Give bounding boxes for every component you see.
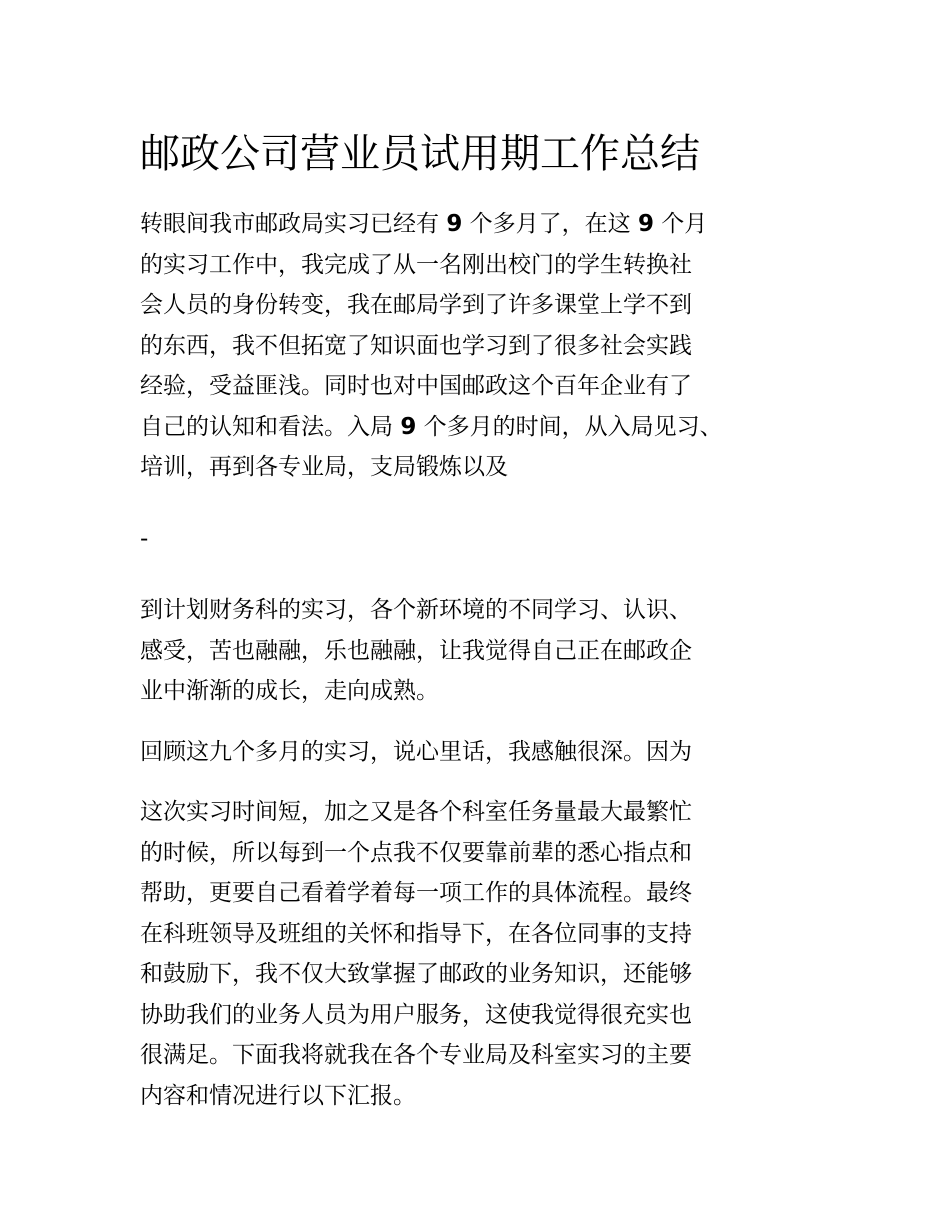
- paragraph-1: [140, 204, 820, 488]
- paragraph-line: 很满足。下面我将就我在各个专业局及科室实习的主要: [140, 1042, 692, 1068]
- document-page: [140, 126, 820, 1116]
- document-title: 邮政公司营业员试用期工作总结: [140, 131, 700, 177]
- page-separator: [140, 519, 820, 560]
- paragraph-line: 感受，苦也融融，乐也融融，让我觉得自己正在邮政企: [140, 637, 692, 664]
- paragraph-4: [140, 792, 820, 1116]
- paragraph-line: 协助我们的业务人员为用户服务，这使我觉得很充实也: [140, 1001, 692, 1028]
- paragraph-line: 在科班领导及班组的关怀和指导下，在各位同事的支持: [140, 920, 692, 947]
- paragraph-line: 会人员的身份转变，我在邮局学到了许多课堂上学不到: [140, 292, 692, 318]
- paragraph-line: 的实习工作中，我完成了从一名刚出校门的学生转换社: [140, 251, 692, 278]
- paragraph-line: 自己的认知和看法。入局 9 个多月的时间，从入局见习、: [140, 413, 723, 440]
- paragraph-line: 转眼间我市邮政局实习已经有 9 个多月了，在这 9 个月: [140, 211, 708, 237]
- paragraph-line: 这次实习时间短，加之又是各个科室任务量最大最繁忙: [140, 799, 692, 825]
- paragraph-line: 培训，再到各专业局，支局锻炼以及: [140, 454, 508, 480]
- paragraph-line: 和鼓励下，我不仅大致掌握了邮政的业务知识，还能够: [140, 961, 692, 987]
- paragraph-line: 回顾这九个多月的实习，说心里话，我感触很深。因为: [140, 738, 692, 765]
- paragraph-line: 帮助，更要自己看着学着每一项工作的具体流程。最终: [140, 880, 692, 906]
- paragraph-3: [140, 732, 820, 773]
- paragraph-line: 经验，受益匪浅。同时也对中国邮政这个百年企业有了: [140, 373, 692, 399]
- paragraph-line: 到计划财务科的实习，各个新环境的不同学习、认识、: [140, 597, 692, 623]
- paragraph-line: 的时候，所以每到一个点我不仅要靠前辈的悉心指点和: [140, 839, 692, 866]
- paragraph-line: 的东西，我不但拓宽了知识面也学习到了很多社会实践: [140, 332, 692, 359]
- paragraph-2: [140, 590, 820, 712]
- separator-mark: -: [140, 525, 149, 552]
- paragraph-line: 内容和情况进行以下汇报。: [140, 1082, 416, 1109]
- paragraph-line: 业中渐渐的成长，走向成熟。: [140, 678, 439, 704]
